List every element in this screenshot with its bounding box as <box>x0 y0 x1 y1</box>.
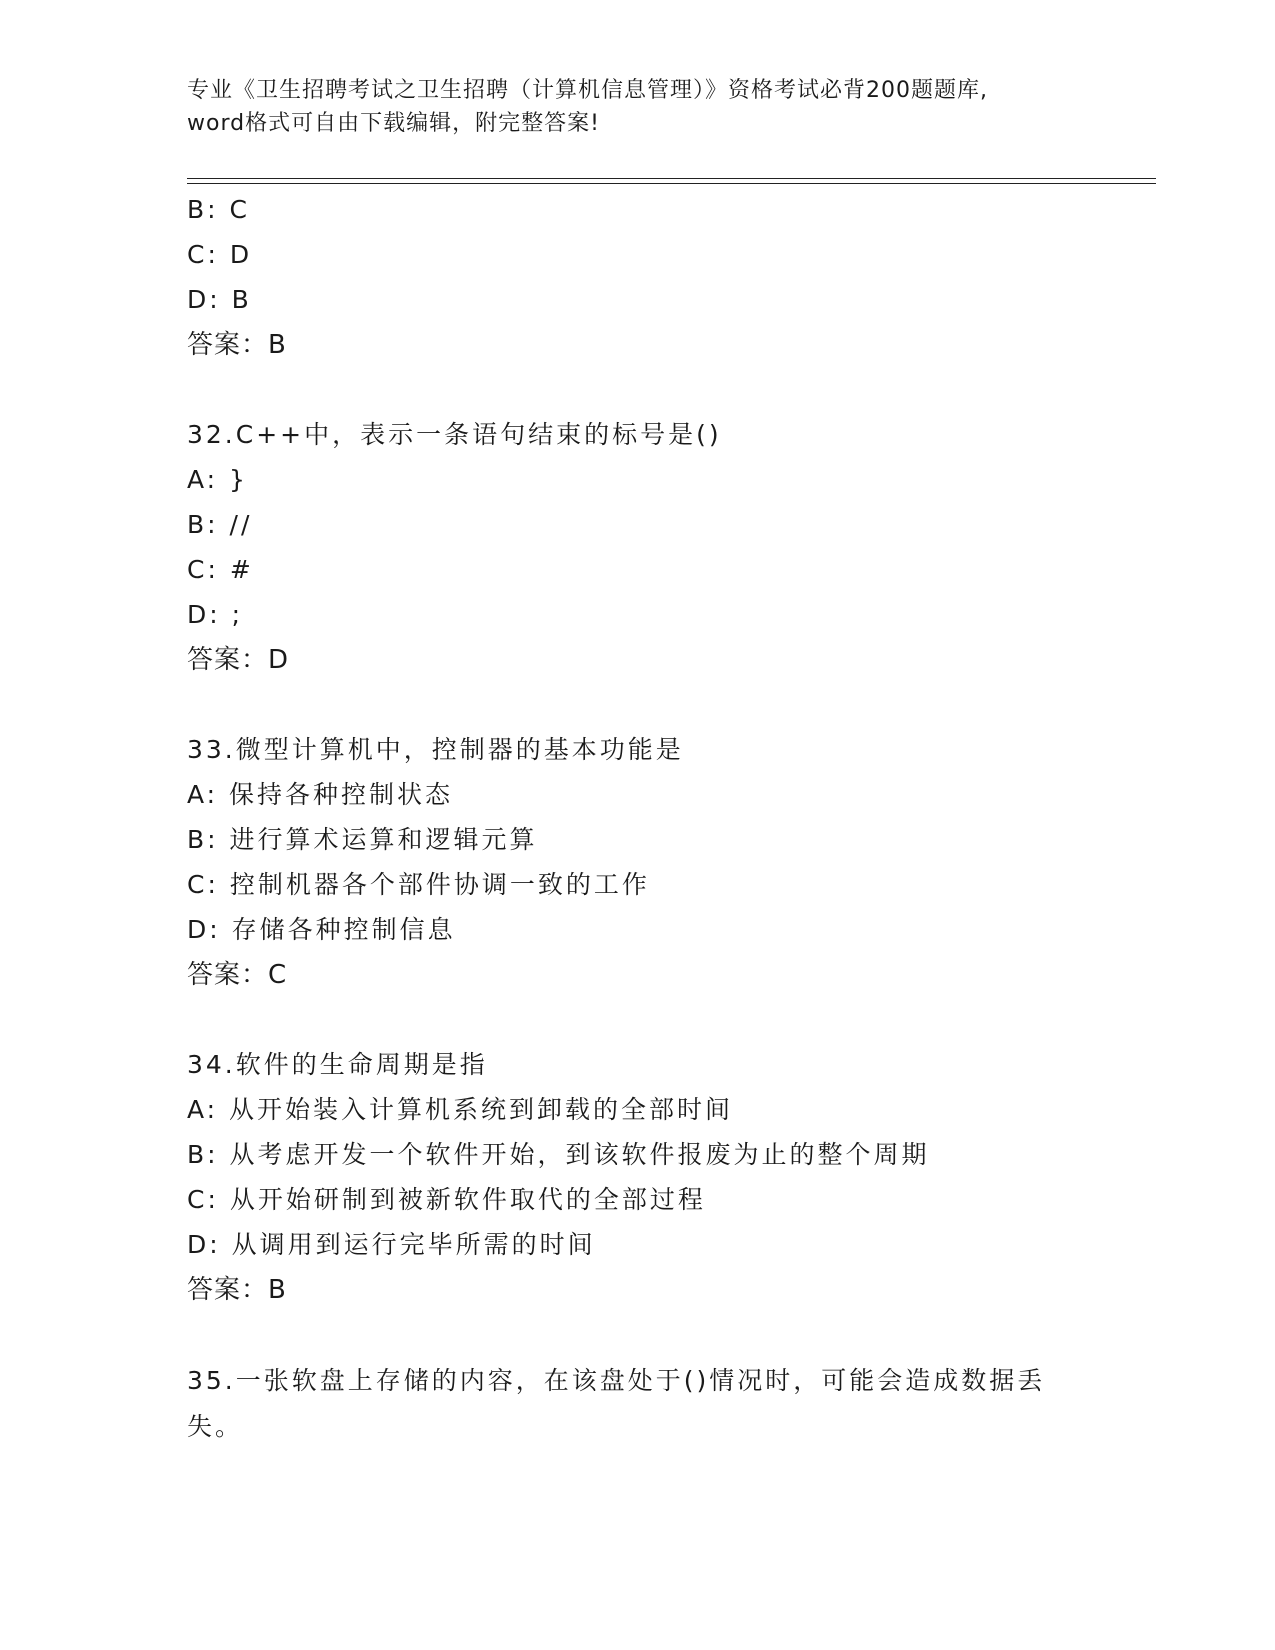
q32-stem: 32.C++中，表示一条语句结束的标号是() <box>187 420 722 449</box>
q34-answer: 答案：B <box>187 1275 287 1305</box>
q31-option-c: C: D <box>187 240 253 269</box>
header-line-2: word格式可自由下载编辑，附完整答案! <box>187 111 600 136</box>
q33-stem: 33.微型计算机中，控制器的基本功能是 <box>187 735 684 764</box>
q33-answer: 答案：C <box>187 960 288 990</box>
q34-option-b: B: 从考虑开发一个软件开始，到该软件报废为止的整个周期 <box>187 1140 930 1169</box>
q33-option-c: C: 控制机器各个部件协调一致的工作 <box>187 870 650 899</box>
q34-option-d: D: 从调用到运行完毕所需的时间 <box>187 1230 596 1259</box>
q34-stem: 34.软件的生命周期是指 <box>187 1050 488 1079</box>
header-divider-top <box>187 178 1156 179</box>
q33-option-a: A: 保持各种控制状态 <box>187 780 454 809</box>
q32-option-d: D: ; <box>187 600 244 629</box>
q32-answer: 答案：D <box>187 645 290 675</box>
q35-stem: 35.一张软盘上存储的内容，在该盘处于()情况时，可能会造成数据丢失。 <box>187 1366 1046 1441</box>
q31-answer: 答案：B <box>187 330 287 360</box>
q32-option-b: B: // <box>187 510 253 539</box>
q33-option-b: B: 进行算术运算和逻辑元算 <box>187 825 538 854</box>
q34-option-c: C: 从开始研制到被新软件取代的全部过程 <box>187 1185 706 1214</box>
q33-option-d: D: 存储各种控制信息 <box>187 915 456 944</box>
document-header <box>187 74 1087 140</box>
q31-option-d: D: B <box>187 285 252 314</box>
header-line-1: 专业《卫生招聘考试之卫生招聘（计算机信息管理）》资格考试必背200题题库, <box>187 78 988 103</box>
q34-option-a: A: 从开始装入计算机系统到卸载的全部时间 <box>187 1095 734 1124</box>
header-divider-bottom <box>187 183 1156 184</box>
q31-option-b: B: C <box>187 195 250 224</box>
q32-option-c: C: # <box>187 555 254 584</box>
q32-option-a: A: } <box>187 465 248 494</box>
